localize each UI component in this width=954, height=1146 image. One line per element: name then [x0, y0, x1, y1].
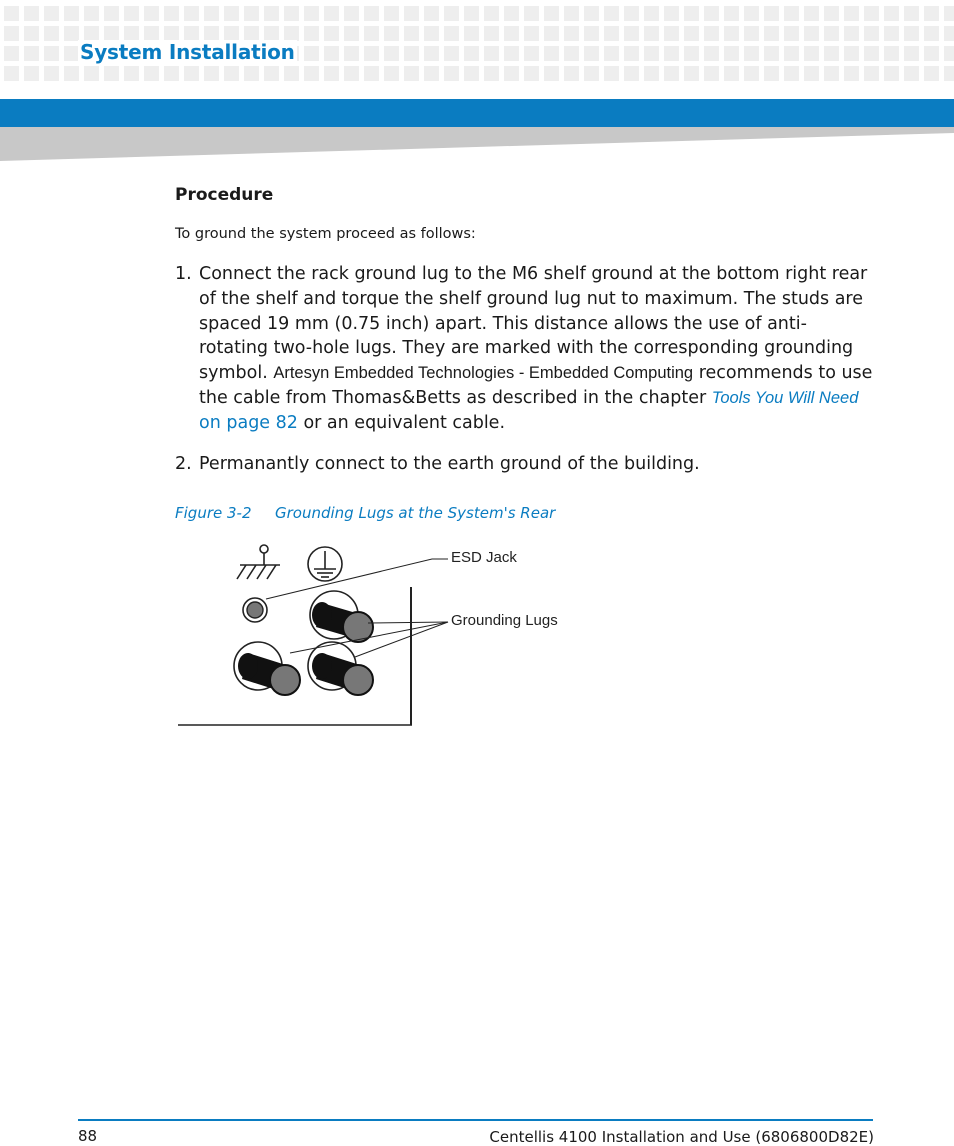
header-pattern-square	[244, 6, 259, 21]
header-pattern-square	[4, 26, 19, 41]
header-pattern-square	[84, 66, 99, 81]
figure-number: Figure 3-2	[175, 504, 252, 522]
header-pattern-square	[944, 46, 954, 61]
header-pattern-square	[184, 66, 199, 81]
header-pattern-square	[764, 6, 779, 21]
header-pattern-square	[944, 6, 954, 21]
header-pattern-square	[244, 66, 259, 81]
header-pattern-square	[204, 66, 219, 81]
header-pattern-square	[264, 26, 279, 41]
header-pattern-square	[224, 66, 239, 81]
header-pattern-square	[4, 66, 19, 81]
header-pattern-square	[484, 66, 499, 81]
header-pattern-square	[624, 26, 639, 41]
header-pattern-square	[584, 46, 599, 61]
header-pattern-square	[384, 26, 399, 41]
header-pattern-square	[44, 46, 59, 61]
header-pattern-square	[804, 6, 819, 21]
header-pattern-square	[344, 6, 359, 21]
header-pattern-square	[944, 66, 954, 81]
header-pattern-square	[484, 6, 499, 21]
header-pattern-square	[104, 66, 119, 81]
header-pattern-square	[304, 6, 319, 21]
grounding-lugs-label: Grounding Lugs	[451, 612, 558, 629]
header-pattern-square	[164, 6, 179, 21]
header-pattern-square	[844, 46, 859, 61]
header-pattern-square	[504, 46, 519, 61]
header-pattern-square	[104, 26, 119, 41]
header-pattern-square	[544, 66, 559, 81]
header-pattern-square	[544, 6, 559, 21]
header-pattern-square	[504, 26, 519, 41]
header-pattern-square	[824, 26, 839, 41]
header-pattern-square	[484, 46, 499, 61]
header-pattern-square	[884, 26, 899, 41]
header-pattern-square	[864, 26, 879, 41]
header-pattern-square	[744, 26, 759, 41]
header-pattern-square	[244, 26, 259, 41]
header-pattern-square	[764, 46, 779, 61]
header-pattern-square	[24, 26, 39, 41]
header-pattern-square	[584, 6, 599, 21]
header-pattern-square	[824, 46, 839, 61]
header-pattern-square	[744, 66, 759, 81]
header-pattern-square	[584, 66, 599, 81]
header-pattern-square	[844, 26, 859, 41]
header-pattern-square	[164, 66, 179, 81]
header-pattern-square	[524, 66, 539, 81]
step-1	[175, 262, 875, 436]
header-pattern-square	[504, 6, 519, 21]
header-pattern-square	[684, 66, 699, 81]
header-pattern-square	[264, 66, 279, 81]
header-pattern-square	[904, 66, 919, 81]
header-pattern-square	[224, 6, 239, 21]
header-pattern-square	[304, 46, 319, 61]
page-link[interactable]: on page 82	[199, 412, 298, 433]
header-pattern-square	[544, 26, 559, 41]
figure-title: Grounding Lugs at the System's Rear	[275, 504, 556, 522]
header-pattern-square	[524, 6, 539, 21]
step-text-part: or an equivalent cable.	[297, 412, 506, 433]
header-pattern-square	[764, 66, 779, 81]
header-pattern-square	[364, 6, 379, 21]
header-pattern-square	[404, 6, 419, 21]
header-pattern-square	[184, 6, 199, 21]
header-pattern-square	[444, 66, 459, 81]
header-pattern-square	[144, 66, 159, 81]
header-pattern-square	[924, 66, 939, 81]
footer-rule	[78, 1119, 873, 1121]
header-pattern-square	[124, 26, 139, 41]
header-pattern-square	[744, 6, 759, 21]
header-pattern-square	[664, 6, 679, 21]
header-pattern-square	[4, 46, 19, 61]
header-pattern-square	[304, 26, 319, 41]
grounding-lug-top	[310, 591, 373, 642]
header-pattern-square	[464, 66, 479, 81]
step-text	[199, 262, 875, 436]
header-pattern-square	[44, 6, 59, 21]
header-pattern-square	[384, 6, 399, 21]
header-pattern-square	[924, 46, 939, 61]
header-pattern-square	[164, 26, 179, 41]
page-header-title: System Installation	[80, 40, 295, 64]
header-pattern-square	[284, 66, 299, 81]
header-pattern-square	[684, 6, 699, 21]
grounding-lugs-figure	[170, 535, 590, 735]
esd-jack-icon	[243, 598, 267, 622]
header-pattern-square	[444, 6, 459, 21]
header-pattern-square	[904, 26, 919, 41]
header-pattern-square	[44, 66, 59, 81]
header-pattern-square	[364, 46, 379, 61]
step-text: Permanantly connect to the earth ground of the building.	[199, 454, 700, 474]
header-pattern-square	[664, 26, 679, 41]
header-pattern-square	[404, 26, 419, 41]
header-pattern-square	[104, 6, 119, 21]
header-pattern-square	[564, 66, 579, 81]
header-pattern-square	[664, 66, 679, 81]
header-pattern-square	[584, 26, 599, 41]
header-pattern-square	[444, 46, 459, 61]
section-heading: Procedure	[175, 185, 274, 205]
header-pattern-square	[184, 26, 199, 41]
header-pattern-square	[344, 26, 359, 41]
header-pattern-square	[624, 66, 639, 81]
header-pattern-square	[604, 46, 619, 61]
esd-jack-label: ESD Jack	[451, 549, 517, 566]
header-pattern-square	[484, 26, 499, 41]
header-pattern-square	[804, 66, 819, 81]
header-pattern-square	[124, 6, 139, 21]
chapter-link[interactable]: Tools You Will Need	[711, 388, 859, 407]
header-pattern-square	[124, 66, 139, 81]
header-pattern-square	[544, 46, 559, 61]
header-pattern-square	[84, 6, 99, 21]
header-pattern-square	[704, 66, 719, 81]
header-pattern-square	[64, 26, 79, 41]
header-pattern-square	[644, 66, 659, 81]
grounding-lug-bottom-left	[234, 642, 300, 695]
header-pattern-square	[404, 46, 419, 61]
header-pattern-square	[64, 46, 79, 61]
header-pattern-square	[604, 26, 619, 41]
header-pattern-square	[504, 66, 519, 81]
header-pattern-square	[64, 6, 79, 21]
header-pattern-square	[424, 6, 439, 21]
header-pattern-square	[324, 26, 339, 41]
header-pattern-square	[564, 46, 579, 61]
grounding-lug-bottom-right	[308, 642, 373, 695]
header-pattern-square	[404, 66, 419, 81]
header-pattern-square	[384, 66, 399, 81]
chassis-ground-icon	[237, 545, 280, 579]
header-pattern-square	[344, 66, 359, 81]
header-pattern-square	[424, 26, 439, 41]
footer-doc-title: Centellis 4100 Installation and Use (6806800D82E)	[489, 1128, 874, 1146]
header-pattern-square	[864, 66, 879, 81]
header-pattern-square	[324, 46, 339, 61]
header-pattern-square	[524, 26, 539, 41]
header-pattern-square	[724, 66, 739, 81]
header-pattern-square	[784, 26, 799, 41]
header-pattern-square	[144, 6, 159, 21]
header-pattern-square	[784, 66, 799, 81]
protective-earth-icon	[308, 547, 342, 581]
header-pattern-square	[624, 46, 639, 61]
intro-text: To ground the system proceed as follows:	[175, 226, 476, 242]
header-pattern-square	[144, 26, 159, 41]
header-pattern-square	[704, 26, 719, 41]
header-pattern-square	[604, 6, 619, 21]
header-pattern-square	[224, 26, 239, 41]
header-pattern-square	[804, 46, 819, 61]
header-pattern-square	[904, 46, 919, 61]
header-pattern-square	[644, 46, 659, 61]
header-pattern-square	[424, 66, 439, 81]
header-pattern-square	[724, 6, 739, 21]
header-pattern-square	[784, 46, 799, 61]
header-pattern-square	[884, 66, 899, 81]
header-pattern-square	[724, 46, 739, 61]
step-text-part: Connect the rack ground lug to the M6 shelf ground at the bottom right rear of the shelf and torque the shelf ground lug nut to maximum. The studs are spaced 19 mm (0.75 inch) apart. This distance allows the use of anti-rotating two-hole lugs. They are marked with the corresponding grounding symbol.	[199, 264, 868, 384]
header-pattern-square	[464, 26, 479, 41]
header-pattern-square	[924, 6, 939, 21]
header-pattern-square	[84, 26, 99, 41]
header-pattern-square	[384, 46, 399, 61]
header-pattern-square	[844, 66, 859, 81]
header-pattern-square	[744, 46, 759, 61]
step-number: 2.	[175, 454, 192, 474]
header-pattern-square	[424, 46, 439, 61]
header-pattern-square	[24, 66, 39, 81]
page-number: 88	[78, 1127, 98, 1145]
header-pattern-square	[684, 26, 699, 41]
header-gray-wedge	[0, 127, 954, 163]
header-pattern-square	[444, 26, 459, 41]
header-pattern-square	[64, 66, 79, 81]
header-pattern-square	[324, 6, 339, 21]
header-pattern-square	[464, 6, 479, 21]
header-pattern-square	[944, 26, 954, 41]
figure-caption	[175, 504, 556, 522]
header-pattern-square	[204, 6, 219, 21]
header-pattern-square	[884, 6, 899, 21]
header-pattern-square	[644, 26, 659, 41]
header-pattern-square	[304, 66, 319, 81]
header-pattern-square	[724, 26, 739, 41]
header-pattern-square	[664, 46, 679, 61]
header-pattern-square	[604, 66, 619, 81]
company-name: Artesyn Embedded Technologies - Embedded Computing	[273, 364, 694, 383]
header-pattern-square	[884, 46, 899, 61]
header-pattern-square	[204, 26, 219, 41]
header-pattern-square	[364, 66, 379, 81]
header-pattern-square	[704, 6, 719, 21]
header-pattern-square	[864, 6, 879, 21]
header-pattern-square	[624, 6, 639, 21]
header-pattern-square	[264, 6, 279, 21]
header-blue-band	[0, 99, 954, 127]
header-pattern-square	[4, 6, 19, 21]
header-pattern-square	[324, 66, 339, 81]
header-pattern-square	[904, 6, 919, 21]
header-pattern-square	[764, 26, 779, 41]
header-pattern-square	[284, 26, 299, 41]
header-pattern-square	[684, 46, 699, 61]
header-pattern-square	[24, 6, 39, 21]
header-pattern-square	[824, 66, 839, 81]
header-pattern-square	[804, 26, 819, 41]
header-pattern-square	[284, 6, 299, 21]
header-pattern-square	[464, 46, 479, 61]
header-pattern-square	[524, 46, 539, 61]
header-pattern-square	[864, 46, 879, 61]
header-pattern-square	[704, 46, 719, 61]
header-pattern-square	[844, 6, 859, 21]
header-pattern-square	[644, 6, 659, 21]
step-2	[175, 452, 875, 477]
header-pattern-square	[564, 6, 579, 21]
header-pattern-square	[784, 6, 799, 21]
header-pattern-square	[824, 6, 839, 21]
header-pattern-square	[44, 26, 59, 41]
header-pattern-square	[364, 26, 379, 41]
header-pattern-square	[344, 46, 359, 61]
step-number: 1.	[175, 264, 192, 284]
step-text-part: recommends to use the cable from Thomas&Betts as described in the chapter	[199, 363, 873, 408]
header-pattern-square	[24, 46, 39, 61]
header-pattern-square	[924, 26, 939, 41]
header-pattern-square	[564, 26, 579, 41]
